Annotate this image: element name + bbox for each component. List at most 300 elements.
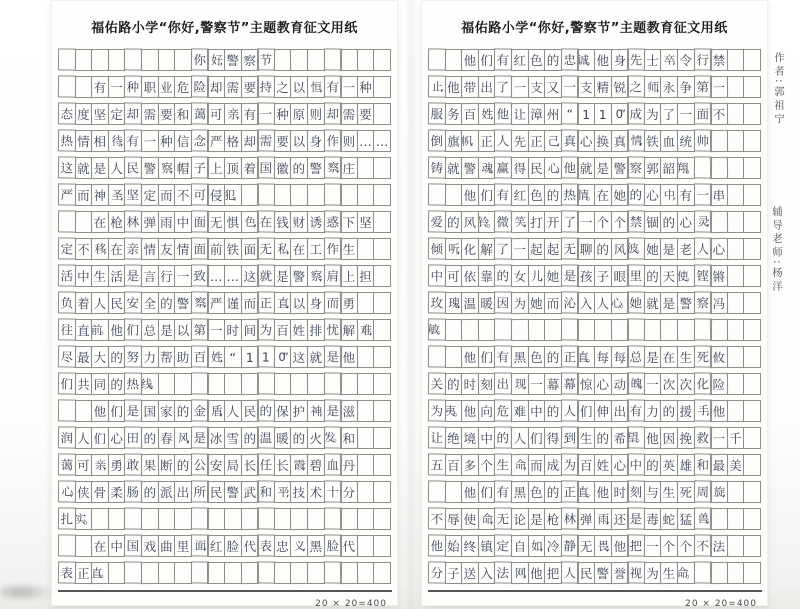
grid-cell: 护 (290, 400, 308, 422)
grid-cell (743, 265, 761, 287)
grid-cell: 直。 (91, 562, 109, 584)
grid-cell: 手, (693, 399, 711, 421)
grid-cell: 他 (445, 76, 463, 98)
grid-cell: 可 (445, 265, 463, 287)
grid-cell: 断 (158, 454, 176, 476)
grid-cell: 人 (561, 561, 579, 583)
grid-cell (174, 508, 192, 530)
grid-cell: 帅 (693, 129, 711, 151)
grid-cell: 种 (357, 76, 375, 98)
grid-cell (224, 562, 242, 584)
grid-cell: 安 (124, 291, 142, 313)
grid-row (428, 562, 762, 584)
grid-cell: 直。 (577, 346, 595, 368)
grid-row (58, 508, 392, 530)
grid-cell: 0” (610, 103, 628, 125)
grid-cell: “ (224, 346, 242, 368)
grid-cell: 警 (174, 292, 192, 314)
grid-cell: 业 (158, 76, 176, 98)
grid-cell: 天 (660, 265, 678, 287)
grid-cell: 民 (240, 400, 258, 422)
grid-cell: 以 (174, 319, 192, 341)
grid-cell: 和 (257, 480, 275, 502)
grid-cell: 的 (594, 238, 612, 260)
grid-cell: 的 (544, 184, 562, 206)
grid-cell: 的 (660, 211, 678, 233)
grid-cell (357, 184, 375, 206)
grid-cell: 不 (710, 103, 728, 125)
grid-cell: 田 (124, 426, 142, 448)
grid-cell: 真 (561, 129, 579, 151)
grid-cell: 这 (290, 346, 308, 368)
grid-cell: 不 (693, 534, 711, 556)
grid-cell: 有 (494, 48, 512, 70)
grid-cell: 的 (644, 265, 662, 287)
grid-cell: 国 (257, 156, 275, 178)
grid-cell: 谨 (224, 292, 242, 314)
grid-cell: 是 (323, 399, 341, 421)
grid-cell: 千 (727, 427, 745, 449)
grid-cell: 正 (528, 130, 546, 152)
grid-cell: 姓, (207, 346, 225, 368)
grid-cell (340, 508, 358, 530)
grid-cell: 正 (561, 345, 579, 367)
grid-cell: 的 (494, 426, 512, 448)
grid-cell: 是 (561, 264, 579, 286)
grid-cell: 的 (627, 183, 645, 205)
grid-cell: 度 (75, 103, 93, 125)
grid-row (428, 535, 762, 557)
grid-cell: 为 (257, 318, 275, 340)
grid-cell: 春 (158, 427, 176, 449)
grid-cell: 因 (494, 291, 512, 313)
grid-cell: 碧 (307, 454, 325, 476)
grid-cell (124, 507, 142, 529)
grid-row (58, 103, 392, 125)
grid-cell (727, 103, 745, 125)
grid-cell (373, 562, 391, 584)
grid-cell: 铸 (428, 156, 446, 178)
grid-cell (727, 346, 745, 368)
grid-cell: 玫 (428, 291, 446, 313)
grid-cell: 支 (528, 76, 546, 98)
grid-cell: 身 (307, 130, 325, 152)
grid-cell (191, 372, 209, 394)
grid-cell: 起 (544, 238, 562, 260)
grid-cell (727, 130, 745, 152)
grid-cell: 她 (610, 184, 628, 206)
grid-cell: 义, (290, 535, 308, 557)
grid-cell: 温 (461, 292, 479, 314)
grid-cell: 正 (75, 562, 93, 584)
grid-cell: 心 (610, 454, 628, 476)
grid-cell: 定 (108, 103, 126, 125)
grid-cell: 骨 (91, 481, 109, 503)
grid-cell: 危 (494, 399, 512, 421)
grid-cell (75, 76, 93, 98)
grid-cell: 百 (191, 345, 209, 367)
grid-cell (710, 562, 728, 584)
grid-cell (307, 373, 325, 395)
grid-cell (461, 319, 479, 341)
grid-cell: 镇 (478, 535, 496, 557)
grid-cell (340, 49, 358, 71)
grid-cell: 的 (644, 454, 662, 476)
grid-cell: 姓 (594, 454, 612, 476)
grid-cell: 而 (75, 184, 93, 206)
grid-cell: 中 (108, 535, 126, 557)
grid-cell: 止, (428, 75, 446, 97)
grid-cell: 面 (191, 210, 209, 232)
grid-cell: 忠 (274, 535, 292, 557)
grid-cell: 公 (191, 453, 209, 475)
grid-cell: 相 (91, 130, 109, 152)
grid-cell: 死 (693, 345, 711, 367)
grid-cell: 心 (594, 373, 612, 395)
grid-cell: 得 (511, 157, 529, 179)
grid-cell: 不 (428, 507, 446, 529)
grid-cell (577, 319, 595, 341)
grid-cell (727, 238, 745, 260)
grid-cell: 法 (494, 561, 512, 583)
grid-cell: 民 (108, 292, 126, 314)
grid-cell: 一 (644, 535, 662, 557)
grid-cell: 0” (274, 346, 292, 368)
grid-cell: 化 (461, 238, 479, 260)
grid-cell: 身 (610, 49, 628, 71)
grid-cell: 心 (108, 427, 126, 449)
grid-cell: 线。 (141, 373, 159, 395)
grid-count-label: 20 × 20=400 (315, 599, 387, 609)
grid-cell: 美 (727, 454, 745, 476)
grid-row (428, 265, 762, 287)
grid-cell: 神, (307, 400, 325, 422)
grid-cell (158, 562, 176, 584)
grid-cell: 服 (428, 102, 446, 124)
grid-cell: 担 (357, 265, 375, 287)
grid-cell: 为 (561, 453, 579, 475)
grid-cell: 里 (627, 264, 645, 286)
grid-cell: 生 (660, 481, 678, 503)
grid-cell: 是 (528, 508, 546, 530)
grid-cell (743, 454, 761, 476)
grid-cell: 们 (124, 318, 142, 340)
grid-cell (58, 399, 76, 421)
grid-cell: 行 (158, 265, 176, 287)
grid-cell: 察, (307, 265, 325, 287)
grid-cell: 冯 (710, 292, 728, 314)
grid-cell: 开 (544, 211, 562, 233)
grid-cell: 们 (91, 427, 109, 449)
grid-cell: 心, (58, 480, 76, 502)
grid-cell: 而 (323, 291, 341, 313)
grid-cell (58, 75, 76, 97)
grid-cell: 民 (207, 481, 225, 503)
grid-cell: 需 (340, 103, 358, 125)
grid-cell (58, 210, 76, 232)
grid-cell: 家 (158, 400, 176, 422)
grid-cell: 1 (240, 346, 258, 368)
grid-cell (307, 49, 325, 71)
grid-cell: 她 (528, 292, 546, 314)
grid-cell: 他 (594, 481, 612, 503)
grid-cell: 力 (644, 400, 662, 422)
grid-cell: 暖 (478, 292, 496, 314)
grid-cell (240, 373, 258, 395)
grid-cell (174, 373, 192, 395)
grid-cell: 色 (528, 184, 546, 206)
grid-cell: 这 (240, 265, 258, 287)
grid-cell: 始 (445, 535, 463, 557)
grid-cell: 幕 (544, 373, 562, 395)
grid-cell: 情 (174, 238, 192, 260)
grid-cell: 红 (207, 535, 225, 557)
grid-cell: 夷。 (445, 400, 463, 422)
grid-cell (727, 76, 745, 98)
grid-cell (357, 238, 375, 260)
grid-cell: 活 (108, 265, 126, 287)
grid-cell: 热 (561, 183, 579, 205)
grid-row (428, 292, 762, 314)
grid-cell: 了 (561, 210, 579, 232)
grid-cell: 中, (660, 184, 678, 206)
grid-cell: 警 (224, 49, 242, 71)
grid-cell: 林 (561, 507, 579, 529)
grid-cell: 子 (445, 562, 463, 584)
grid-cell: 旗 (445, 130, 463, 152)
grid-cell: 风, (174, 427, 192, 449)
grid-cell: 一 (141, 130, 159, 152)
grid-row (58, 49, 392, 71)
grid-cell: 表 (257, 534, 275, 556)
grid-cell: 直。 (577, 481, 595, 503)
grid-cell (727, 562, 745, 584)
grid-cell: 不 (75, 238, 93, 260)
grid-cell: 间 (240, 319, 258, 341)
grid-cell: 民 (577, 562, 595, 584)
grid-cell: 使。 (677, 265, 695, 287)
grid-cell (373, 76, 391, 98)
grid-cell: 真 (610, 130, 628, 152)
grid-cell (727, 292, 745, 314)
grid-cell: 蔼 (58, 453, 76, 475)
grid-cell: 严 (207, 130, 225, 152)
grid-cell (340, 184, 358, 206)
grid-cell (357, 535, 375, 557)
grid-cell: 的 (108, 346, 126, 368)
grid-cell: 着 (75, 292, 93, 314)
grid-cell: 长 (274, 454, 292, 476)
grid-cell (594, 319, 612, 341)
grid-cell: 职 (141, 76, 159, 98)
grid-cell: 一 (693, 183, 711, 205)
grid-cell: 们 (577, 400, 595, 422)
grid-cell (743, 238, 761, 260)
grid-cell: 有 (124, 129, 142, 151)
grid-cell (373, 508, 391, 530)
grid-cell: 人 (594, 292, 612, 314)
grid-cell: 是 (124, 399, 142, 421)
grid-cell: 勇 (340, 292, 358, 314)
grid-cell: 倾 (428, 237, 446, 259)
grid-cell: 们 (478, 481, 496, 503)
grid-cell (323, 183, 341, 205)
grid-cell: 活 (58, 264, 76, 286)
grid-row (428, 103, 762, 125)
grid-cell: 派 (158, 481, 176, 503)
grid-cell (743, 535, 761, 557)
grid-cell: 无 (207, 211, 225, 233)
grid-cell: 灵; (693, 210, 711, 232)
grid-cell: 雨, (594, 508, 612, 530)
grid-cell (727, 535, 745, 557)
grid-cell: 儿, (528, 265, 546, 287)
grid-cell (357, 481, 375, 503)
grid-cell (627, 318, 645, 340)
grid-row (428, 157, 762, 179)
grid-cell (357, 400, 375, 422)
grid-cell: 情。 (577, 184, 595, 206)
grid-cell: 韶 (660, 157, 678, 179)
grid-cell: 心。 (610, 292, 628, 314)
grid-cell: 肠 (124, 480, 142, 502)
grid-cell: 她 (644, 238, 662, 260)
grid-cell: 人 (91, 292, 109, 314)
grid-cell (240, 508, 258, 530)
grid-cell: 他 (108, 319, 126, 341)
grid-cell: 警 (677, 292, 695, 314)
grid-cell: 师, (644, 76, 662, 98)
grid-row (58, 76, 392, 98)
grid-cell: 中 (75, 265, 93, 287)
grid-cell (660, 319, 678, 341)
grid-cell: 弹 (141, 211, 159, 233)
grid-cell: 最 (710, 454, 728, 476)
grid-cell: 到 (561, 426, 579, 448)
grid-cell: 关 (428, 372, 446, 394)
grid-cell: 子 (191, 156, 209, 178)
grid-cell: 入 (577, 292, 595, 314)
grid-cell: “ (561, 102, 579, 124)
grid-cell: 姓 (290, 319, 308, 341)
grid-cell: 辱 (445, 508, 463, 530)
grid-cell: 先 (627, 48, 645, 70)
grid-cell: 上 (207, 157, 225, 179)
grid-cell: 前 (207, 238, 225, 260)
grid-cell: 严 (207, 292, 225, 314)
grid-row (428, 346, 762, 368)
grid-cell (727, 184, 745, 206)
grid-cell: 风 (461, 211, 479, 233)
grid-cell: 侠 (75, 481, 93, 503)
grid-cell: 往 (58, 318, 76, 340)
grid-cell (323, 507, 341, 529)
grid-cell: 禁 (710, 49, 728, 71)
grid-cell: 警 (290, 265, 308, 287)
grid-cell: 在 (257, 210, 275, 232)
grid-cell: 分 (340, 481, 358, 503)
grid-cell (141, 508, 159, 530)
grid-cell: 中 (428, 264, 446, 286)
grid-cell: 霞; (290, 454, 308, 476)
grid-cell: 的 (544, 49, 562, 71)
grid-cell (224, 373, 242, 395)
grid-cell: 就 (445, 157, 463, 179)
grid-cell: 国 (124, 534, 142, 556)
grid-cell: 顶 (224, 157, 242, 179)
grid-cell: 成 (627, 102, 645, 124)
grid-row (58, 157, 392, 179)
grid-cell: 术 (307, 481, 325, 503)
grid-cell: 助 (174, 346, 192, 368)
grid-cell (710, 157, 728, 179)
grid-cell: 了 (494, 75, 512, 97)
grid-cell: 在 (91, 211, 109, 233)
grid-cell: 一 (710, 76, 728, 98)
grid-cell: 色 (528, 49, 546, 71)
grid-cell: 还 (610, 508, 628, 530)
grid-row (58, 481, 392, 503)
grid-cell: 好, (207, 49, 225, 71)
grid-cell: 可 (191, 183, 209, 205)
grid-cell: 锢 (644, 211, 662, 233)
grid-cell: 是 (627, 507, 645, 529)
grid-cell (693, 318, 711, 340)
grid-cell: 技 (290, 481, 308, 503)
grid-cell: 却 (323, 102, 341, 124)
grid-cell: 的 (544, 346, 562, 368)
grid-cell: 林 (124, 210, 142, 232)
grid-cell (727, 319, 745, 341)
essay-sheet-left (51, 0, 398, 609)
grid-cell: 则 (307, 103, 325, 125)
grid-cell: 定 (58, 237, 76, 259)
grid-cell: 女 (511, 265, 529, 287)
grid-cell: 在 (108, 238, 126, 260)
grid-cell: 警 (224, 481, 242, 503)
grid-cell: 钱 (274, 211, 292, 233)
grid-cell: 帽 (174, 157, 192, 179)
grid-cell: 以 (290, 292, 308, 314)
grid-cell: 得 (544, 427, 562, 449)
grid-cell: 恒, (307, 76, 325, 98)
grid-cell: 刻 (627, 480, 645, 502)
grid-cell: 沁 (561, 291, 579, 313)
grid-cell: 而 (528, 454, 546, 476)
grid-cell (257, 183, 275, 205)
grid-cell: 统 (677, 130, 695, 152)
grid-row (428, 373, 762, 395)
grid-cell: 他 (644, 427, 662, 449)
grid-cell (428, 48, 446, 70)
grid-row (58, 427, 392, 449)
grid-cell: 是 (594, 157, 612, 179)
grid-cell: 依 (461, 265, 479, 287)
grid-cell: 持 (257, 75, 275, 97)
grid-cell (727, 508, 745, 530)
grid-cell: 他 (461, 481, 479, 503)
grid-cell: 铁 (224, 238, 242, 260)
grid-cell: 们 (478, 49, 496, 71)
grid-cell: 同 (91, 373, 109, 395)
grid-cell: 血 (323, 453, 341, 475)
grid-cell: 时 (461, 373, 479, 395)
grid-cell: 化 (693, 372, 711, 394)
grid-cell (743, 400, 761, 422)
grid-cell: 现, (511, 373, 529, 395)
grid-cell (91, 508, 109, 530)
grid-cell: 成 (544, 454, 562, 476)
